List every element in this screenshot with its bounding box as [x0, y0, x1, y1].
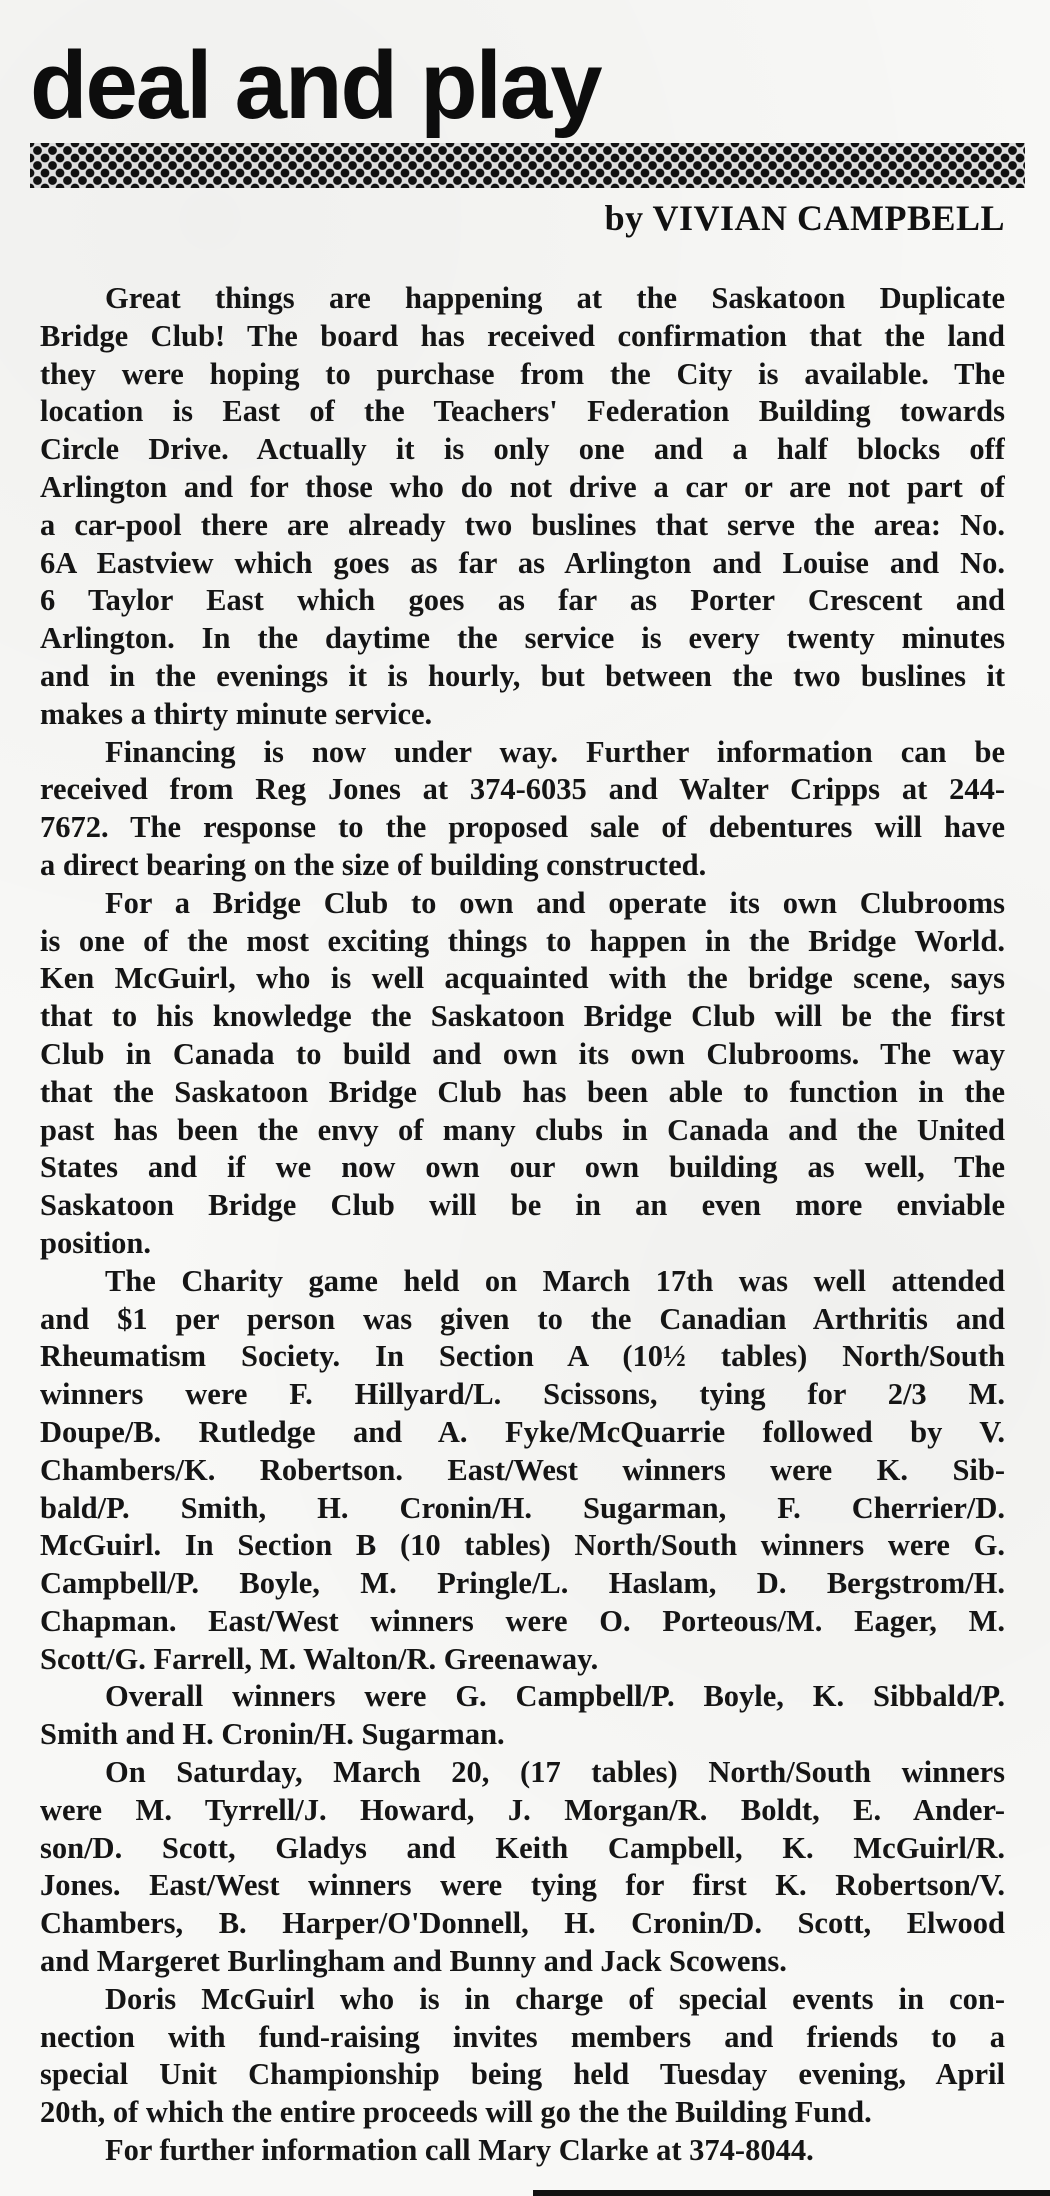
text-line: Doris McGuirl who is in charge of special events in con- [105, 1981, 1005, 2016]
text-line: Great things are happening at the Saskatoon Duplicate [105, 281, 1005, 315]
text-line: were M. Tyrrell/J. Howard, J. Morgan/R. Boldt, E. Ander- [40, 1792, 1005, 1827]
paragraph [40, 280, 1005, 734]
text-line: Overall winners were G. Campbell/P. Boyle, K. Sibbald/P. [105, 1679, 1005, 1714]
paragraph [40, 885, 1005, 1263]
text-line: past has been the envy of many clubs in Canada and the United [40, 1112, 1005, 1147]
text-line: Bridge Club! The board has received confirmation that the land [40, 318, 1005, 353]
text-line: 7672. The response to the proposed sale of debentures will have [40, 810, 1005, 845]
text-line: that the Saskatoon Bridge Club has been able to function in the [40, 1074, 1005, 1109]
text-line: and $1 per person was given to the Canadian Arthritis and [40, 1301, 1005, 1336]
text-line: bald/P. Smith, H. Cronin/H. Sugarman, F. Cherrier/D. [40, 1490, 1005, 1525]
text-line: son/D. Scott, Gladys and Keith Campbell, K. McGuirl/R. [40, 1830, 1005, 1865]
text-line: and Margeret Burlingham and Bunny and Jack Scowens. [40, 1944, 787, 1979]
text-line: Rheumatism Society. In Section A (10½ tables) North/South [40, 1339, 1005, 1374]
text-line: is one of the most exciting things to happen in the Bridge World. [40, 923, 1005, 958]
paragraph [40, 2132, 1005, 2170]
text-line: Financing is now under way. Further information can be [105, 734, 1005, 769]
text-line: For further information call Mary Clarke at 374-8044. [105, 2133, 814, 2168]
text-line: received from Reg Jones at 374-6035 and Walter Cripps at 244- [40, 772, 1005, 807]
text-line: Campbell/P. Boyle, M. Pringle/L. Haslam, D. Bergstrom/H. [40, 1566, 1005, 1601]
text-line: a direct bearing on the size of building constructed. [40, 847, 707, 882]
text-line: 20th, of which the entire proceeds will go the the Building Fund. [40, 2095, 872, 2130]
text-line: Scott/G. Farrell, M. Walton/R. Greenaway. [40, 1641, 599, 1676]
text-line: McGuirl. In Section B (10 tables) North/South winners were G. [40, 1528, 1005, 1563]
paragraph [40, 1981, 1005, 2132]
paragraph [40, 1754, 1005, 1981]
bottom-rule [533, 2190, 1050, 2196]
text-line: Circle Drive. Actually it is only one and a half blocks off [40, 432, 1005, 467]
text-line: position. [40, 1225, 152, 1260]
text-line: and in the evenings it is hourly, but between the two buslines it [40, 658, 1005, 693]
text-line: Smith and H. Cronin/H. Sugarman. [40, 1717, 505, 1752]
article-body [40, 280, 1005, 2170]
text-line: makes a thirty minute service. [40, 696, 433, 731]
text-line: Chambers/K. Robertson. East/West winners were K. Sib- [40, 1452, 1005, 1487]
text-line: Chambers, B. Harper/O'Donnell, H. Cronin/D. Scott, Elwood [40, 1906, 1005, 1941]
text-line: a car-pool there are already two buslines that serve the area: No. [40, 507, 1005, 542]
text-line: 6 Taylor East which goes as far as Porter Crescent and [40, 583, 1005, 618]
text-line: 6A Eastview which goes as far as Arlington and Louise and No. [40, 545, 1005, 580]
text-line: Chapman. East/West winners were O. Porteous/M. Eager, M. [40, 1603, 1005, 1638]
text-line: Arlington. In the daytime the service is every twenty minutes [40, 621, 1005, 656]
paragraph [40, 734, 1005, 885]
text-line: Doupe/B. Rutledge and A. Fyke/McQuarrie followed by V. [40, 1414, 1005, 1449]
text-line: The Charity game held on March 17th was well attended [105, 1263, 1005, 1298]
text-line: location is East of the Teachers' Federation Building towards [40, 394, 1005, 429]
text-line: they were hoping to purchase from the City is available. The [40, 356, 1005, 391]
text-line: Ken McGuirl, who is well acquainted with the bridge scene, says [40, 961, 1005, 996]
text-line: Jones. East/West winners were tying for first K. Robertson/V. [40, 1868, 1005, 1903]
text-line: winners were F. Hillyard/L. Scissons, tying for 2/3 M. [40, 1377, 1005, 1412]
text-line: that to his knowledge the Saskatoon Bridge Club will be the first [40, 999, 1005, 1034]
text-line: Arlington and for those who do not drive a car or are not part of [40, 469, 1005, 504]
text-line: special Unit Championship being held Tuesday evening, April [40, 2057, 1005, 2092]
byline: by VIVIAN CAMPBELL [604, 198, 1005, 238]
text-line: Saskatoon Bridge Club will be in an even more enviable [40, 1188, 1005, 1223]
paragraph [40, 1678, 1005, 1754]
text-line: Club in Canada to build and own its own Clubrooms. The way [40, 1036, 1005, 1071]
text-line: nection with fund-raising invites members and friends to a [40, 2019, 1005, 2054]
paragraph [40, 1263, 1005, 1679]
text-line: States and if we now own our own building as well, The [40, 1150, 1005, 1185]
text-line: On Saturday, March 20, (17 tables) North/South winners [105, 1755, 1005, 1790]
column-title: deal and play [30, 32, 601, 139]
halftone-rule [30, 143, 1025, 188]
text-line: For a Bridge Club to own and operate its own Clubrooms [105, 885, 1005, 920]
